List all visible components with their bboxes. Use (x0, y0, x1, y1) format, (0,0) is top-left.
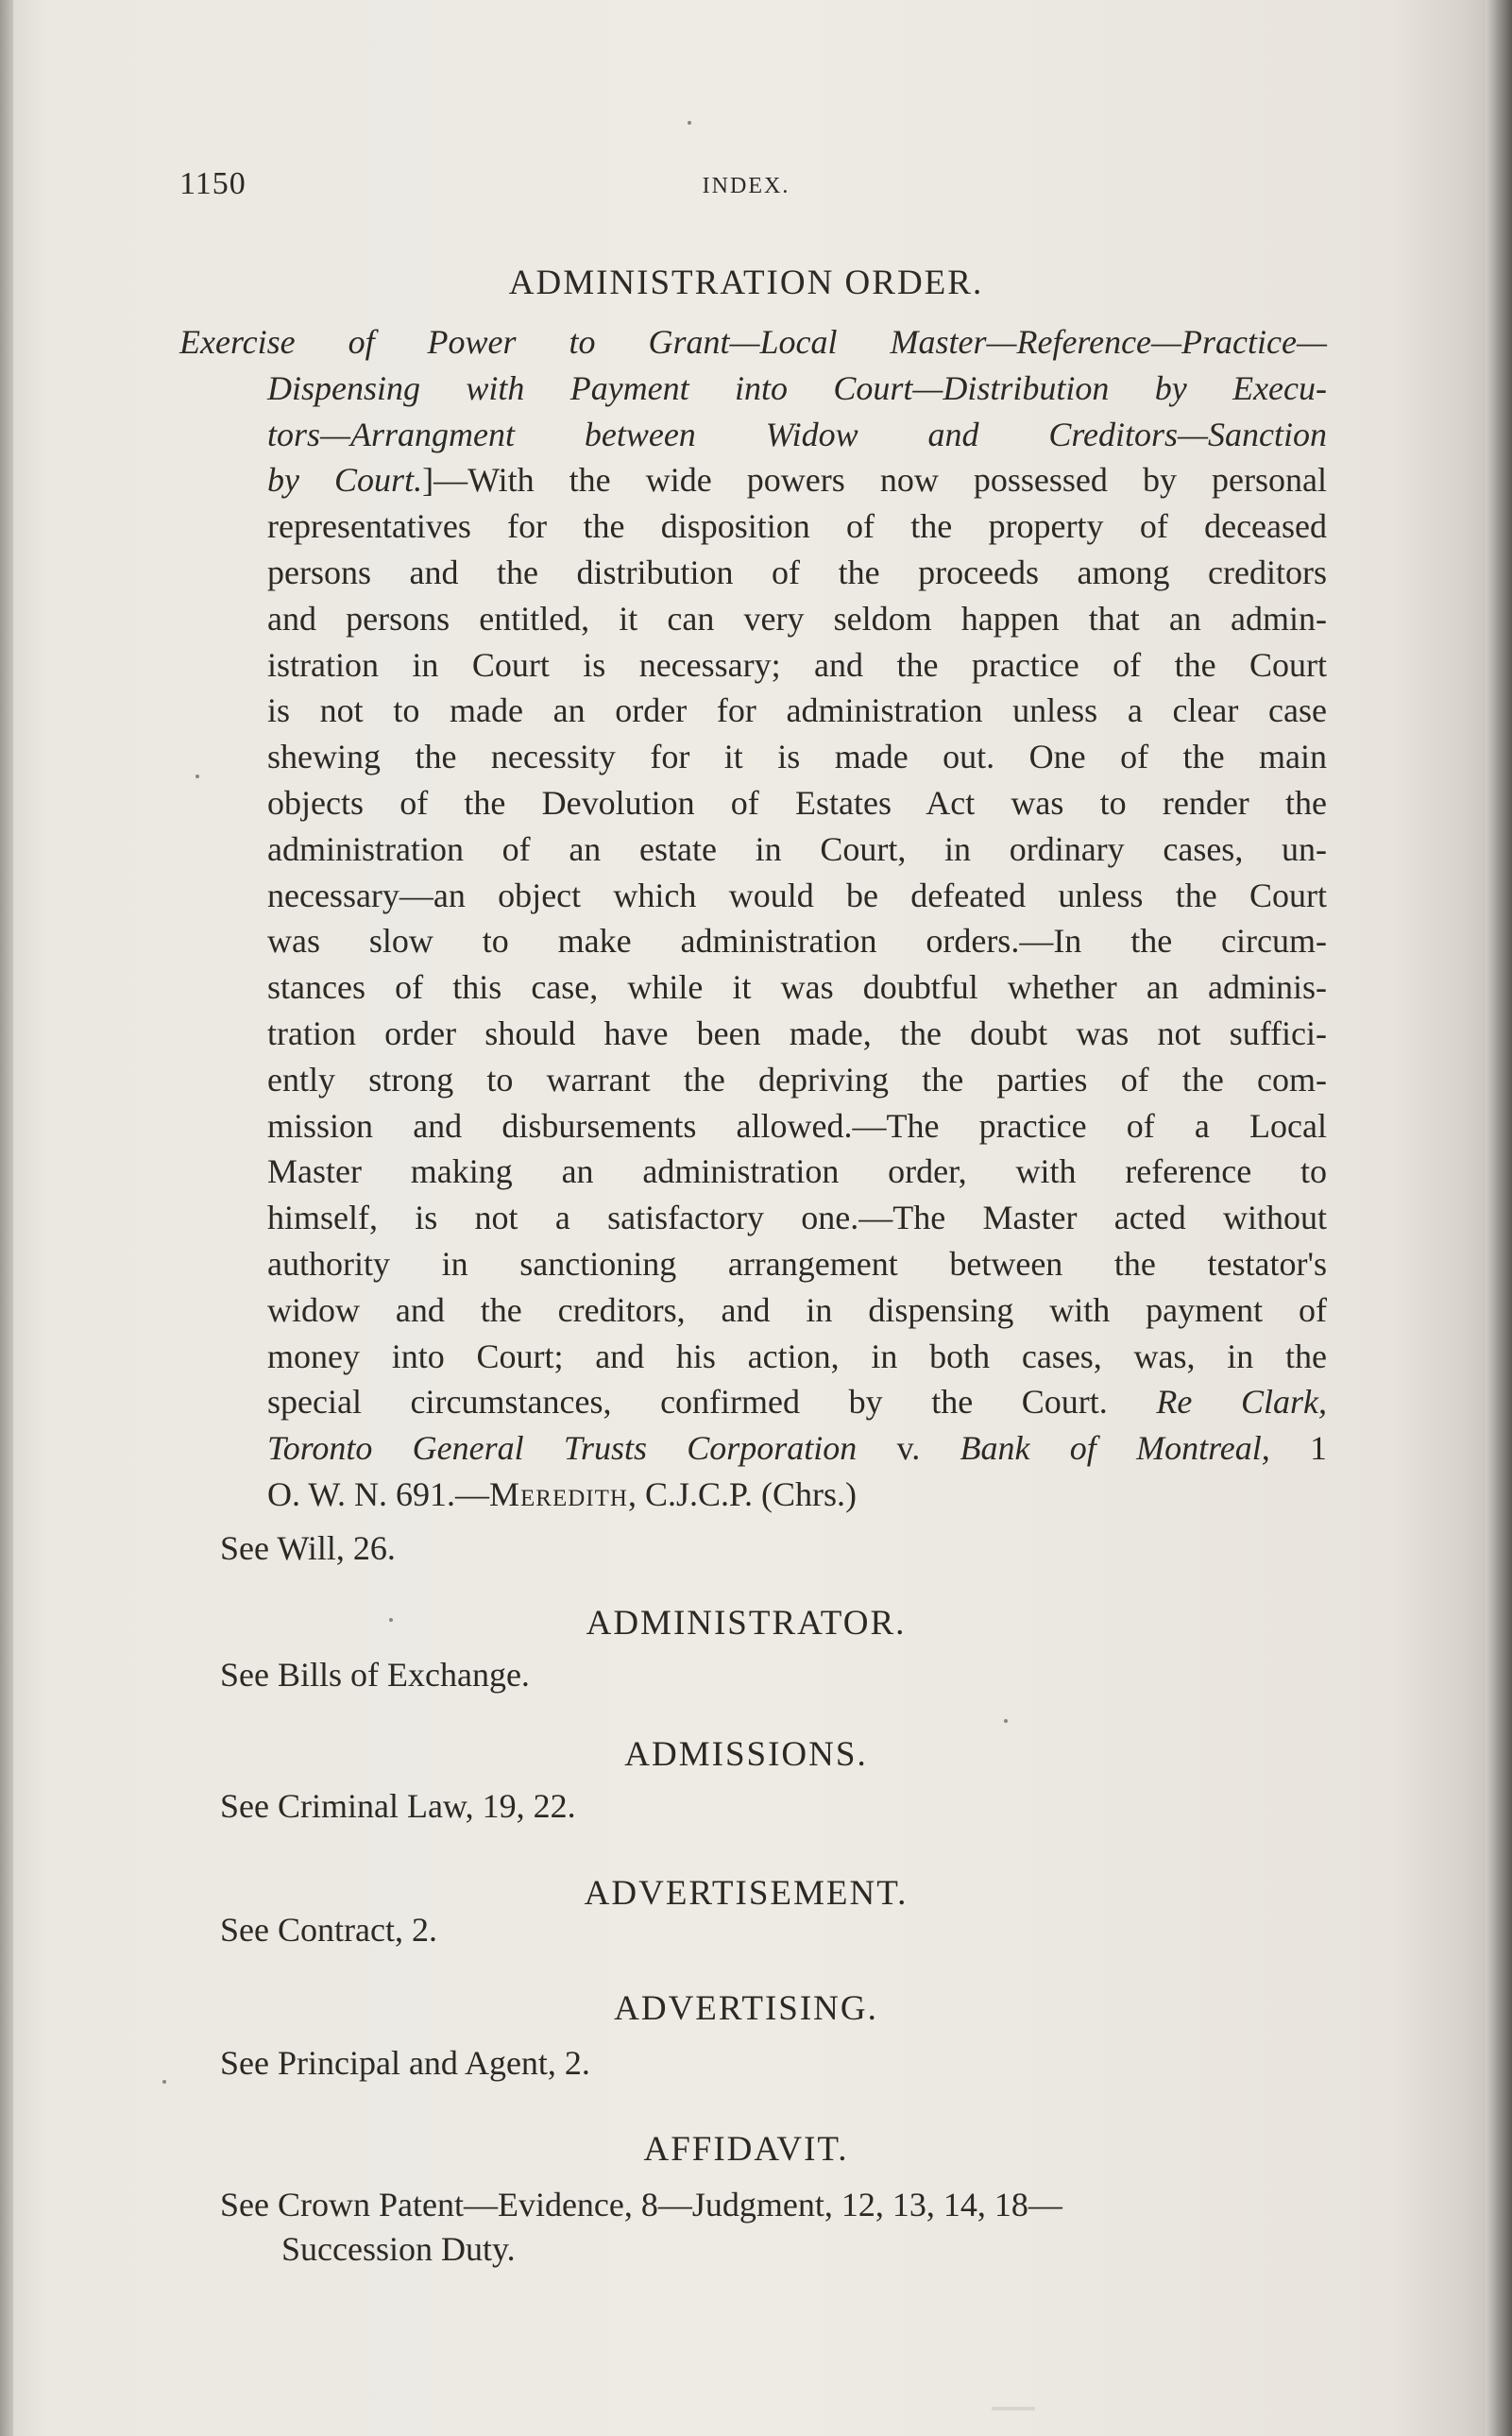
paragraph-line: persons and the distribution of the proceeds among creditors (267, 553, 1327, 591)
paragraph-line: shewing the necessity for it is made out. One of the main (267, 738, 1327, 776)
paper-speck (162, 2080, 166, 2084)
see-reference-continuation: Succession Duty. (281, 2230, 516, 2268)
paragraph-line: himself, is not a satisfactory one.—The Master acted without (267, 1199, 1327, 1237)
entry-heading-advertising: ADVERTISING. (614, 1989, 878, 2028)
page-edge-shadow (1486, 0, 1512, 2436)
page-header (179, 166, 1332, 213)
see-reference-crown-patent: See Crown Patent—Evidence, 8—Judgment, 12, 13, 14, 18— (220, 2186, 1062, 2223)
paragraph-line: Toronto General Trusts Corporation v. Bank of Montreal, 1 (267, 1429, 1328, 1468)
paragraph-line: ently strong to warrant the depriving the parties of the com- (267, 1060, 1327, 1099)
paragraph-line: stances of this case, while it was doubtful whether an adminis- (267, 968, 1327, 1007)
entry-heading-affidavit: AFFIDAVIT. (643, 2130, 849, 2169)
paragraph-line: representatives for the disposition of the property of deceased (267, 507, 1327, 546)
paragraph-line: necessary—an object which would be defeated unless the Court (267, 876, 1327, 914)
see-reference-criminal-law: See Criminal Law, 19, 22. (220, 1787, 576, 1825)
paragraph-line: Dispensing with Payment into Court—Distribution by Execu- (267, 368, 1327, 407)
paragraph-line: and persons entitled, it can very seldom happen that an admin- (267, 599, 1327, 638)
entry-paragraph (179, 319, 1327, 1518)
page-number: 1150 (179, 166, 246, 201)
paragraph-line: authority in sanctioning arrangement between the testator's (267, 1244, 1327, 1283)
paragraph-line: mission and disbursements allowed.—The practice of a Local (267, 1106, 1327, 1145)
paper-speck (389, 1618, 393, 1622)
paragraph-line: objects of the Devolution of Estates Act was to render the (267, 783, 1327, 822)
paragraph-line: by Court.]—With the wide powers now possessed by personal (267, 461, 1327, 500)
entry-heading-admissions: ADMISSIONS. (624, 1735, 868, 1774)
entry-heading-administrator: ADMINISTRATOR. (586, 1604, 907, 1643)
paragraph-line: special circumstances, confirmed by the Court. Re Clark, (267, 1383, 1327, 1422)
paper-mark (992, 2407, 1035, 2410)
entry-heading-administration-order: ADMINISTRATION ORDER. (508, 264, 984, 302)
paragraph-line: tration order should have been made, the doubt was not suffici- (267, 1014, 1327, 1052)
paper-speck (1004, 1719, 1008, 1723)
paragraph-line: O. W. N. 691.—Meredith, C.J.C.P. (Chrs.) (267, 1474, 858, 1513)
paragraph-line: is not to made an order for administration unless a clear case (267, 691, 1327, 730)
paragraph-line: was slow to make administration orders.—In the circum- (267, 922, 1327, 961)
paragraph-line: Exercise of Power to Grant—Local Master—Reference—Practice— (179, 323, 1327, 361)
see-reference-bills-of-exchange: See Bills of Exchange. (220, 1656, 530, 1694)
paper-speck (195, 775, 199, 778)
see-reference-contract: See Contract, 2. (220, 1911, 437, 1949)
paper-speck (688, 121, 691, 125)
paragraph-line: Master making an administration order, with reference to (267, 1152, 1327, 1191)
paragraph-line: widow and the creditors, and in dispensing with payment of (267, 1290, 1327, 1329)
page-gutter-shadow (0, 0, 13, 2436)
running-head: INDEX. (702, 174, 790, 198)
paragraph-line: istration in Court is necessary; and the practice of the Court (267, 645, 1327, 684)
paragraph-line: money into Court; and his action, in both cases, was, in the (267, 1337, 1327, 1375)
paragraph-line: tors—Arrangment between Widow and Creditors—Sanction (267, 415, 1327, 453)
see-reference-will: See Will, 26. (220, 1529, 396, 1567)
entry-heading-advertisement: ADVERTISEMENT. (584, 1874, 909, 1913)
see-reference-principal-and-agent: See Principal and Agent, 2. (220, 2044, 590, 2082)
judge-name: Meredith (489, 1474, 628, 1513)
paragraph-line: administration of an estate in Court, in ordinary cases, un- (267, 829, 1327, 868)
